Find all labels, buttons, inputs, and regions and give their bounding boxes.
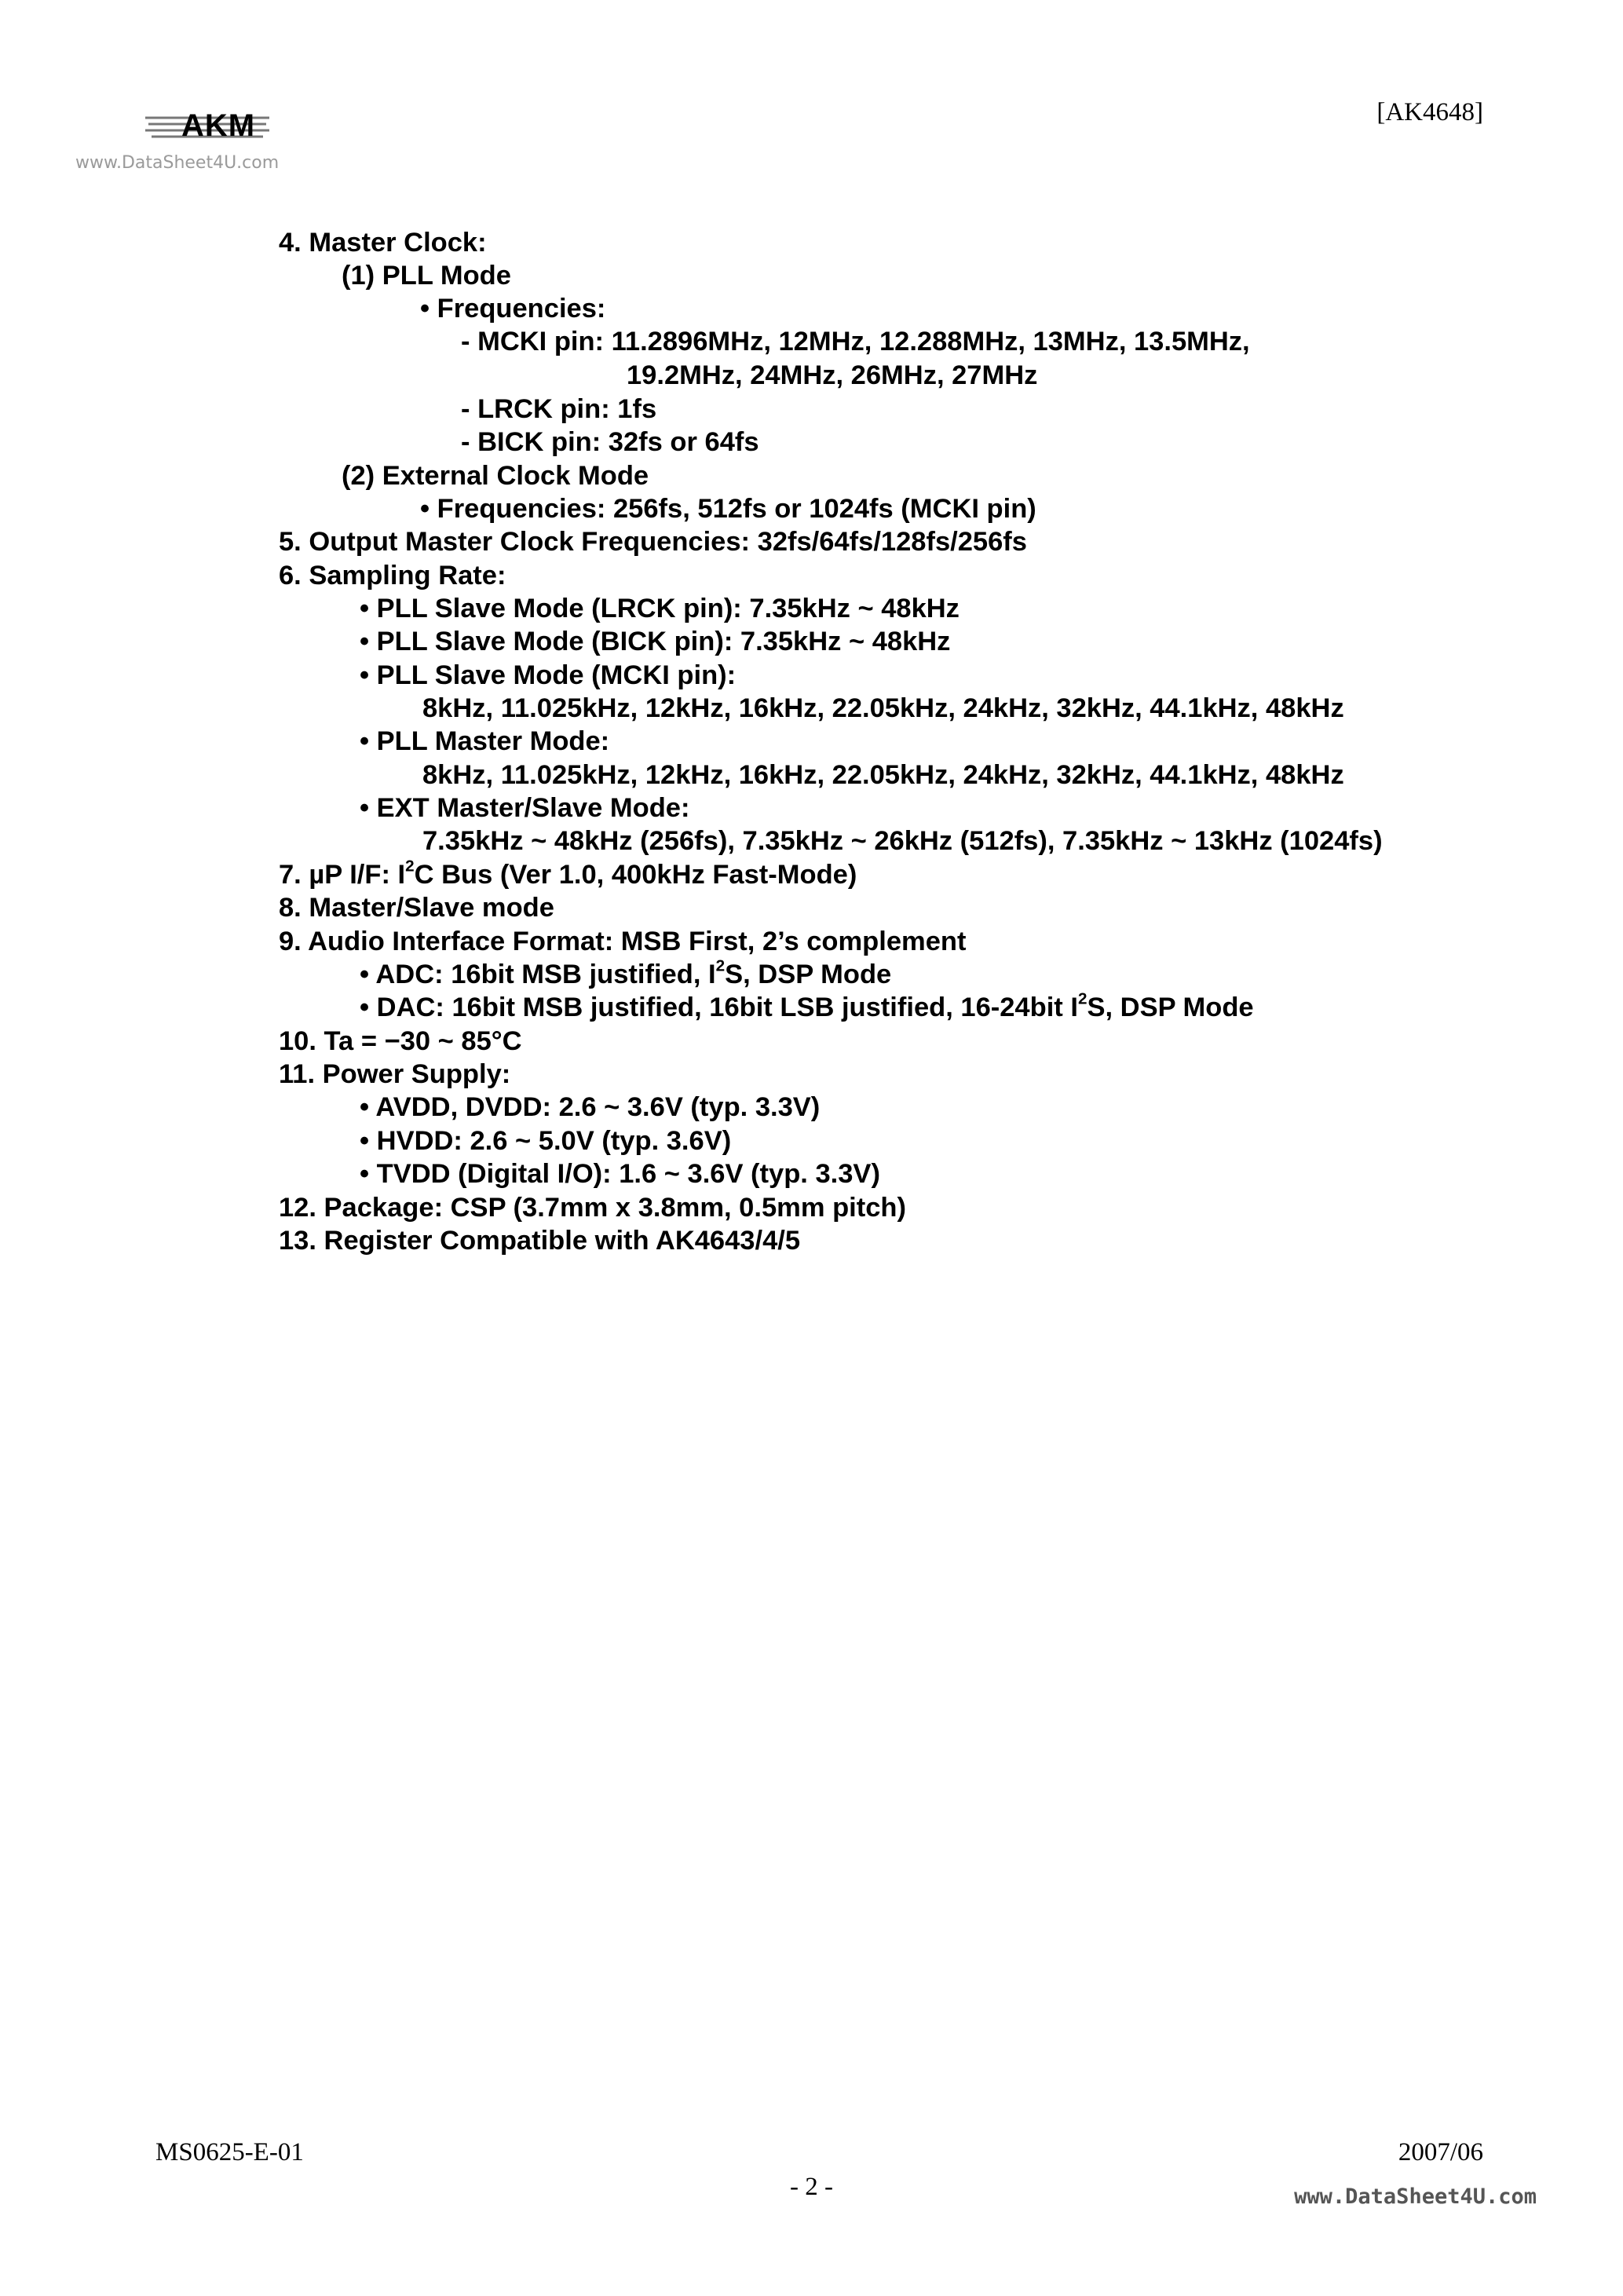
list-line: (1) PLL Mode [342,261,511,291]
list-line: • Frequencies: 256fs, 512fs or 1024fs (MCKI pin) [420,494,1036,524]
line-text: C Bus (Ver 1.0, 400kHz Fast-Mode) [414,860,857,890]
list-line: 11. Power Supply: [279,1059,511,1089]
list-line: 8kHz, 11.025kHz, 12kHz, 16kHz, 22.05kHz, 24kHz, 32kHz, 44.1kHz, 48kHz [422,760,1344,790]
list-line: (2) External Clock Mode [342,461,649,491]
line-text: S, DSP Mode [1087,993,1254,1022]
list-line: 9. Audio Interface Format: MSB First, 2’s complement [279,927,967,956]
footer-watermark: www.DataSheet4U.com [1294,2184,1537,2209]
list-line: • PLL Slave Mode (BICK pin): 7.35kHz ~ 48kHz [360,627,951,656]
akm-logo [144,107,271,146]
list-line [360,991,1254,1024]
list-line: 6. Sampling Rate: [279,561,506,590]
list-line: 5. Output Master Clock Frequencies: 32fs/64fs/128fs/256fs [279,527,1027,557]
doc-date: 2007/06 [1398,2138,1483,2166]
list-line [360,958,891,991]
line-text: S, DSP Mode [725,960,892,989]
document-id: [AK4648] [1376,98,1483,126]
list-line: - LRCK pin: 1fs [461,394,657,424]
list-line: 13. Register Compatible with AK4643/4/5 [279,1226,801,1256]
list-line: - MCKI pin: 11.2896MHz, 12MHz, 12.288MHz, 13MHz, 13.5MHz, [461,327,1250,356]
superscript: 2 [1077,989,1087,1008]
list-line: - BICK pin: 32fs or 64fs [461,427,759,457]
list-line: • HVDD: 2.6 ~ 5.0V (typ. 3.6V) [360,1126,732,1156]
list-line: • PLL Slave Mode (LRCK pin): 7.35kHz ~ 48kHz [360,594,960,623]
list-line [279,858,857,891]
line-text: 7. µP I/F: I [279,860,406,890]
list-line: 8kHz, 11.025kHz, 12kHz, 16kHz, 22.05kHz, 24kHz, 32kHz, 44.1kHz, 48kHz [422,693,1344,723]
line-text: • ADC: 16bit MSB justified, I [360,960,716,989]
superscript: 2 [405,857,415,876]
page-number: - 2 - [790,2173,833,2201]
list-line: 8. Master/Slave mode [279,893,554,923]
logo-text: AKM [181,108,256,143]
list-line: 12. Package: CSP (3.7mm x 3.8mm, 0.5mm pitch) [279,1193,906,1223]
doc-number: MS0625-E-01 [155,2138,304,2166]
superscript: 2 [715,956,726,975]
list-line: 4. Master Clock: [279,228,487,258]
list-line: • PLL Master Mode: [360,726,610,756]
list-line: • EXT Master/Slave Mode: [360,793,690,823]
list-line: • PLL Slave Mode (MCKI pin): [360,660,737,690]
list-line: 10. Ta = −30 ~ 85°C [279,1026,522,1056]
header-watermark: www.DataSheet4U.com [75,153,280,173]
list-line: 19.2MHz, 24MHz, 26MHz, 27MHz [627,360,1038,390]
list-line: • AVDD, DVDD: 2.6 ~ 3.6V (typ. 3.3V) [360,1092,821,1122]
line-text: • DAC: 16bit MSB justified, 16bit LSB justified, 16-24bit I [360,993,1078,1022]
list-line: • TVDD (Digital I/O): 1.6 ~ 3.6V (typ. 3.3V) [360,1159,880,1189]
list-line: • Frequencies: [420,294,606,324]
list-line: 7.35kHz ~ 48kHz (256fs), 7.35kHz ~ 26kHz (512fs), 7.35kHz ~ 13kHz (1024fs) [422,826,1383,856]
